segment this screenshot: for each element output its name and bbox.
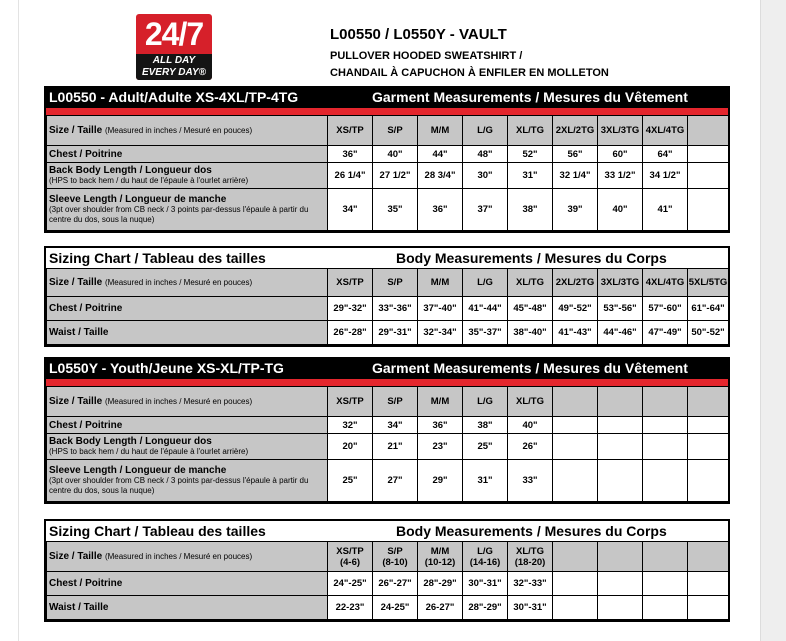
measurement-value: 21": [373, 434, 418, 460]
product-subtitle-fr: CHANDAIL À CAPUCHON À ENFILER EN MOLLETON: [330, 67, 609, 79]
measurement-name: Back Body Length / Longueur dos: [49, 165, 212, 176]
size-code: 3XL/3TG: [600, 125, 640, 136]
size-column-header: [688, 387, 729, 417]
size-column-header: [328, 387, 373, 417]
measurement-value: [688, 572, 729, 596]
measurement-value: 41"-44": [463, 297, 508, 321]
measurement-value: [598, 460, 643, 502]
size-header-row: [47, 116, 729, 146]
size-label: [47, 387, 328, 417]
measurement-value: 20": [328, 434, 373, 460]
measurement-label: [47, 189, 328, 231]
size-column-header: [688, 542, 729, 572]
adult-garment-section: [44, 86, 730, 233]
size-header-row: [47, 542, 729, 572]
measurement-value: 48": [463, 146, 508, 163]
size-column-header: [373, 269, 418, 297]
measurement-label: [47, 297, 328, 321]
size-column-header: [418, 116, 463, 146]
measurement-label: [47, 321, 328, 345]
measurement-label: [47, 596, 328, 620]
size-label: [47, 269, 328, 297]
size-code: M/M: [430, 545, 450, 557]
size-column-header: [328, 116, 373, 146]
youth-garment-section: [44, 357, 730, 504]
measurement-value: [688, 163, 729, 189]
adult-body-section: [44, 246, 730, 347]
measurement-value: [598, 572, 643, 596]
measurement-value: 61"-64": [688, 297, 729, 321]
measurement-value: 24-25": [373, 596, 418, 620]
measurement-value: 27": [373, 460, 418, 502]
measurement-value: 32"-33": [508, 572, 553, 596]
logo-line1: ALL DAY: [152, 55, 196, 66]
measurement-value: 53"-56": [598, 297, 643, 321]
size-note: (Measured in inches / Mesuré en pouces): [104, 397, 253, 406]
size-label: [47, 542, 328, 572]
size-range: (10-12): [424, 556, 456, 568]
size-code: L/G: [477, 125, 493, 136]
size-code: S/P: [387, 277, 403, 288]
measurement-note: (HPS to back hem / du haut de l'épaule à l'ourlet arrière): [49, 447, 249, 456]
size-label: [47, 116, 328, 146]
size-column-header: [373, 387, 418, 417]
size-column-header: [598, 116, 643, 146]
measurement-value: 39": [553, 189, 598, 231]
measurement-value: [643, 417, 688, 434]
logo-line2: EVERY DAY®: [141, 67, 207, 78]
measurement-value: 33"-36": [373, 297, 418, 321]
measurement-value: [553, 572, 598, 596]
size-column-header: [598, 269, 643, 297]
measurement-value: 57"-60": [643, 297, 688, 321]
measurement-value: [598, 417, 643, 434]
measurement-value: 26 1/4": [328, 163, 373, 189]
measurement-value: 33 1/2": [598, 163, 643, 189]
adult-garment-header: [46, 88, 728, 115]
size-column-header: [463, 269, 508, 297]
youth-body-header: [46, 521, 728, 541]
measurement-row: [47, 596, 729, 620]
size-column-header: [553, 116, 598, 146]
measurement-value: 31": [508, 163, 553, 189]
size-header-row: [47, 387, 729, 417]
measurement-value: 38": [508, 189, 553, 231]
measurement-value: [688, 460, 729, 502]
measurement-value: 45"-48": [508, 297, 553, 321]
measurement-value: 31": [463, 460, 508, 502]
adult-garment-table: [46, 115, 729, 231]
measurement-value: 44": [418, 146, 463, 163]
youth-body-table: [46, 541, 729, 620]
size-header-row: [47, 269, 729, 297]
measurement-value: [688, 596, 729, 620]
measurement-value: 28"-29": [418, 572, 463, 596]
size-column-header: [553, 269, 598, 297]
size-code: L/G: [477, 545, 493, 557]
size-column-header: [418, 269, 463, 297]
size-column-header: [328, 542, 373, 572]
size-column-header: [508, 542, 553, 572]
size-range: (18-20): [514, 556, 546, 568]
page-border-right: [760, 0, 786, 641]
measurement-value: [688, 417, 729, 434]
size-code: M/M: [430, 396, 450, 407]
measurement-value: 40": [598, 189, 643, 231]
product-subtitle-en: PULLOVER HOODED SWEATSHIRT /: [330, 50, 523, 62]
size-column-header: [508, 387, 553, 417]
adult-body-table: [46, 268, 729, 345]
measurement-value: [553, 434, 598, 460]
section-heading: Garment Measurements / Mesures du Vêtement: [372, 89, 688, 105]
measurement-value: 25": [328, 460, 373, 502]
measurement-note: (HPS to back hem / du haut de l'épaule à l'ourlet arrière): [49, 176, 249, 185]
size-range: (14-16): [469, 556, 501, 568]
measurement-row: [47, 460, 729, 502]
logo-number: 24/7: [144, 16, 204, 52]
measurement-name: Back Body Length / Longueur dos: [49, 436, 212, 447]
section-heading: Garment Measurements / Mesures du Vêtement: [372, 360, 688, 376]
youth-garment-header: [46, 359, 728, 386]
size-note: (Measured in inches / Mesuré en pouces): [104, 126, 253, 135]
measurement-value: 36": [328, 146, 373, 163]
size-column-header: [598, 387, 643, 417]
size-code: XL/TG: [516, 277, 544, 288]
measurement-value: [643, 596, 688, 620]
size-column-header: [418, 542, 463, 572]
measurement-row: [47, 146, 729, 163]
brand-logo: [136, 14, 212, 80]
size-code: 4XL/4TG: [645, 277, 685, 288]
size-code: M/M: [430, 277, 450, 288]
measurement-row: [47, 163, 729, 189]
size-code: XS/TP: [336, 545, 364, 557]
measurement-name: Waist / Taille: [49, 327, 109, 338]
measurement-value: 29"-32": [328, 297, 373, 321]
measurement-name: Chest / Poitrine: [49, 419, 123, 431]
size-code: XS/TP: [336, 125, 364, 136]
measurement-value: 35": [373, 189, 418, 231]
size-column-header: [688, 116, 729, 146]
measurement-value: 33": [508, 460, 553, 502]
measurement-value: 26": [508, 434, 553, 460]
measurement-value: 38"-40": [508, 321, 553, 345]
measurement-value: 24"-25": [328, 572, 373, 596]
size-code: XL/TG: [516, 396, 544, 407]
measurement-value: 32 1/4": [553, 163, 598, 189]
measurement-value: 41"-43": [553, 321, 598, 345]
measurement-label: [47, 460, 328, 502]
size-range: (4-6): [339, 556, 361, 568]
measurement-name: Chest / Poitrine: [49, 148, 123, 160]
measurement-value: 34": [373, 417, 418, 434]
measurement-value: 60": [598, 146, 643, 163]
measurement-value: 47"-49": [643, 321, 688, 345]
measurement-value: 28 3/4": [418, 163, 463, 189]
measurement-note: (3pt over shoulder from CB neck / 3 points par-dessus l'épaule à partir du centre du dos, sous la nuque): [49, 205, 309, 224]
size-code: XS/TP: [336, 396, 364, 407]
measurement-value: 30"-31": [463, 572, 508, 596]
measurement-value: 30"-31": [508, 596, 553, 620]
size-code: L/G: [477, 277, 493, 288]
measurement-value: 35"-37": [463, 321, 508, 345]
measurement-value: [598, 434, 643, 460]
measurement-value: 56": [553, 146, 598, 163]
section-title: Sizing Chart / Tableau des tailles: [49, 250, 266, 266]
measurement-value: 36": [418, 189, 463, 231]
size-column-header: [463, 116, 508, 146]
measurement-value: 29": [418, 460, 463, 502]
size-column-header: [328, 269, 373, 297]
measurement-value: [643, 460, 688, 502]
size-code: 2XL/2TG: [555, 125, 595, 136]
measurement-value: 29"-31": [373, 321, 418, 345]
measurement-value: 23": [418, 434, 463, 460]
measurement-label: [47, 146, 328, 163]
measurement-value: 37"-40": [418, 297, 463, 321]
measurement-value: [643, 434, 688, 460]
measurement-value: 26"-27": [373, 572, 418, 596]
measurement-row: [47, 297, 729, 321]
measurement-row: [47, 417, 729, 434]
measurement-value: 28"-29": [463, 596, 508, 620]
size-column-header: [643, 387, 688, 417]
size-code: S/P: [387, 396, 403, 407]
size-code: S/P: [387, 125, 403, 136]
measurement-name: Chest / Poitrine: [49, 578, 123, 589]
size-column-header: [643, 116, 688, 146]
size-code: XL/TG: [516, 125, 544, 136]
section-heading: Body Measurements / Mesures du Corps: [396, 250, 667, 266]
measurement-value: 26-27": [418, 596, 463, 620]
section-title: L00550 - Adult/Adulte XS-4XL/TP-4TG: [49, 89, 299, 105]
measurement-label: [47, 572, 328, 596]
measurement-note: (3pt over shoulder from CB neck / 3 points par-dessus l'épaule à partir du centre du dos, sous la nuque): [49, 476, 309, 495]
measurement-value: 64": [643, 146, 688, 163]
measurement-row: [47, 572, 729, 596]
measurement-value: [553, 417, 598, 434]
measurement-row: [47, 434, 729, 460]
measurement-label: [47, 434, 328, 460]
measurement-value: [688, 189, 729, 231]
product-title: L00550 / L0550Y - VAULT: [330, 26, 507, 43]
measurement-label: [47, 163, 328, 189]
page-border-left: [18, 0, 19, 641]
youth-garment-table: [46, 386, 729, 502]
size-column-header: [508, 116, 553, 146]
measurement-label: [47, 417, 328, 434]
measurement-value: 36": [418, 417, 463, 434]
measurement-value: 49"-52": [553, 297, 598, 321]
measurement-value: [598, 596, 643, 620]
measurement-name: Waist / Taille: [49, 602, 109, 613]
measurement-value: 22-23": [328, 596, 373, 620]
measurement-value: 34 1/2": [643, 163, 688, 189]
section-title: Sizing Chart / Tableau des tailles: [49, 523, 266, 539]
size-column-header: [373, 542, 418, 572]
size-column-header: [553, 387, 598, 417]
size-note: (Measured in inches / Mesuré en pouces): [104, 278, 253, 287]
measurement-value: 41": [643, 189, 688, 231]
measurement-value: 32"-34": [418, 321, 463, 345]
size-code: XS/TP: [336, 277, 364, 288]
section-title: L0550Y - Youth/Jeune XS-XL/TP-TG: [49, 360, 284, 376]
size-label-text: Size / Taille: [49, 551, 103, 562]
adult-body-header: [46, 248, 728, 268]
measurement-value: 32": [328, 417, 373, 434]
size-code: 2XL/2TG: [555, 277, 595, 288]
size-label-text: Size / Taille: [49, 396, 103, 407]
measurement-value: 37": [463, 189, 508, 231]
size-code: 5XL/5TG: [688, 277, 728, 288]
measurement-value: 40": [508, 417, 553, 434]
measurement-value: [553, 460, 598, 502]
size-range: (8-10): [382, 556, 408, 568]
size-column-header: [688, 269, 729, 297]
measurement-value: 34": [328, 189, 373, 231]
size-code: 4XL/4TG: [645, 125, 685, 136]
size-column-header: [418, 387, 463, 417]
size-column-header: [598, 542, 643, 572]
measurement-value: 26"-28": [328, 321, 373, 345]
size-label-text: Size / Taille: [49, 125, 103, 136]
size-column-header: [463, 387, 508, 417]
size-code: XL/TG: [516, 545, 544, 557]
measurement-value: 44"-46": [598, 321, 643, 345]
measurement-name: Sleeve Length / Longueur de manche: [49, 194, 227, 205]
measurement-value: 40": [373, 146, 418, 163]
measurement-value: [688, 434, 729, 460]
size-column-header: [643, 269, 688, 297]
size-column-header: [373, 116, 418, 146]
measurement-value: 30": [463, 163, 508, 189]
size-label-text: Size / Taille: [49, 277, 103, 288]
section-heading: Body Measurements / Mesures du Corps: [396, 523, 667, 539]
size-code: L/G: [477, 396, 493, 407]
measurement-name: Sleeve Length / Longueur de manche: [49, 465, 227, 476]
size-code: 3XL/3TG: [600, 277, 640, 288]
size-note: (Measured in inches / Mesuré en pouces): [104, 552, 253, 561]
measurement-value: 25": [463, 434, 508, 460]
measurement-row: [47, 189, 729, 231]
measurement-value: [643, 572, 688, 596]
logo-tagline: [136, 54, 212, 80]
size-column-header: [508, 269, 553, 297]
measurement-value: 50"-52": [688, 321, 729, 345]
measurement-value: 27 1/2": [373, 163, 418, 189]
measurement-name: Chest / Poitrine: [49, 303, 123, 314]
measurement-value: [553, 596, 598, 620]
size-column-header: [643, 542, 688, 572]
size-code: M/M: [430, 125, 450, 136]
measurement-value: [688, 146, 729, 163]
measurement-value: 38": [463, 417, 508, 434]
size-code: S/P: [387, 545, 403, 557]
measurement-value: 52": [508, 146, 553, 163]
youth-body-section: [44, 519, 730, 622]
size-column-header: [463, 542, 508, 572]
size-column-header: [553, 542, 598, 572]
measurement-row: [47, 321, 729, 345]
